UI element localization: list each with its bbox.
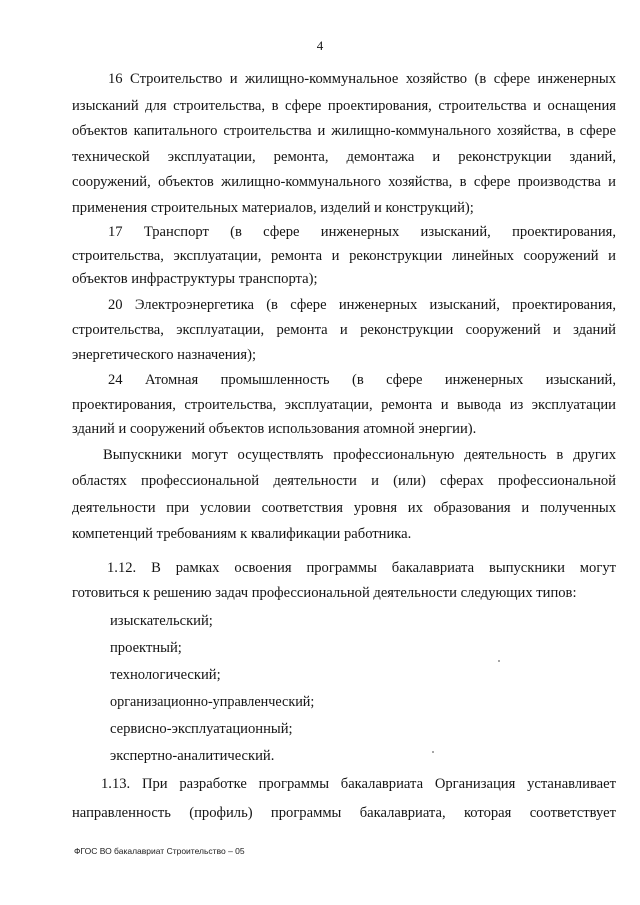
- text-line: деятельности при условии соответствия уровня их образования и полученных: [72, 500, 616, 516]
- text-line: 17 Транспорт (в сфере инженерных изысканий, проектирования,: [108, 224, 616, 240]
- text-line: компетенций требованиям к квалификации работника.: [72, 526, 412, 542]
- text-line: Выпускники могут осуществлять профессиональную деятельность в других: [103, 447, 616, 463]
- text-line: изысканий для строительства, в сфере проектирования, строительства и оснащения: [72, 98, 616, 114]
- text-line: 16 Строительство и жилищно-коммунальное хозяйство (в сфере инженерных: [108, 71, 616, 87]
- text-line: энергетического назначения);: [72, 347, 256, 363]
- text-line: сооружений, объектов жилищно-коммунального хозяйства, в сфере производства и: [72, 174, 616, 190]
- text-line: 1.12. В рамках освоения программы бакалавриата выпускники могут: [107, 560, 616, 576]
- text-line: строительства, эксплуатации, ремонта и реконструкции сооружений и зданий: [72, 322, 616, 338]
- page-footer: ФГОС ВО бакалавриат Строительство – 05: [74, 846, 245, 856]
- text-line: зданий и сооружений объектов использования атомной энергии).: [72, 421, 477, 437]
- text-line: 24 Атомная промышленность (в сфере инженерных изысканий,: [108, 372, 616, 388]
- list-item: технологический;: [110, 667, 221, 683]
- text-line: объектов капитального строительства и жилищно-коммунального хозяйства, в сфере: [72, 123, 616, 139]
- scan-speck: [432, 751, 434, 753]
- scan-speck: [498, 660, 500, 662]
- text-line: проектирования, строительства, эксплуатации, ремонта и вывода из эксплуатации: [72, 397, 616, 413]
- text-line: объектов инфраструктуры транспорта);: [72, 271, 318, 287]
- text-line: направленность (профиль) программы бакалавриата, которая соответствует: [72, 805, 616, 821]
- text-line: строительства, эксплуатации, ремонта и реконструкции линейных сооружений и: [72, 248, 616, 264]
- text-line: готовиться к решению задач профессиональной деятельности следующих типов:: [72, 585, 577, 601]
- list-item: экспертно-аналитический.: [110, 748, 275, 764]
- text-line: областях профессиональной деятельности и (или) сферах профессиональной: [72, 473, 616, 489]
- page-number: 4: [316, 38, 324, 53]
- list-item: сервисно-эксплуатационный;: [110, 721, 293, 737]
- list-item: проектный;: [110, 640, 182, 656]
- list-item: изыскательский;: [110, 613, 213, 629]
- text-line: применения строительных материалов, изделий и конструкций);: [72, 200, 474, 216]
- text-line: 1.13. При разработке программы бакалавриата Организация устанавливает: [101, 776, 616, 792]
- list-item: организационно-управленческий;: [110, 694, 315, 710]
- text-line: 20 Электроэнергетика (в сфере инженерных изысканий, проектирования,: [108, 297, 616, 313]
- text-line: технической эксплуатации, ремонта, демонтажа и реконструкции зданий,: [72, 149, 616, 165]
